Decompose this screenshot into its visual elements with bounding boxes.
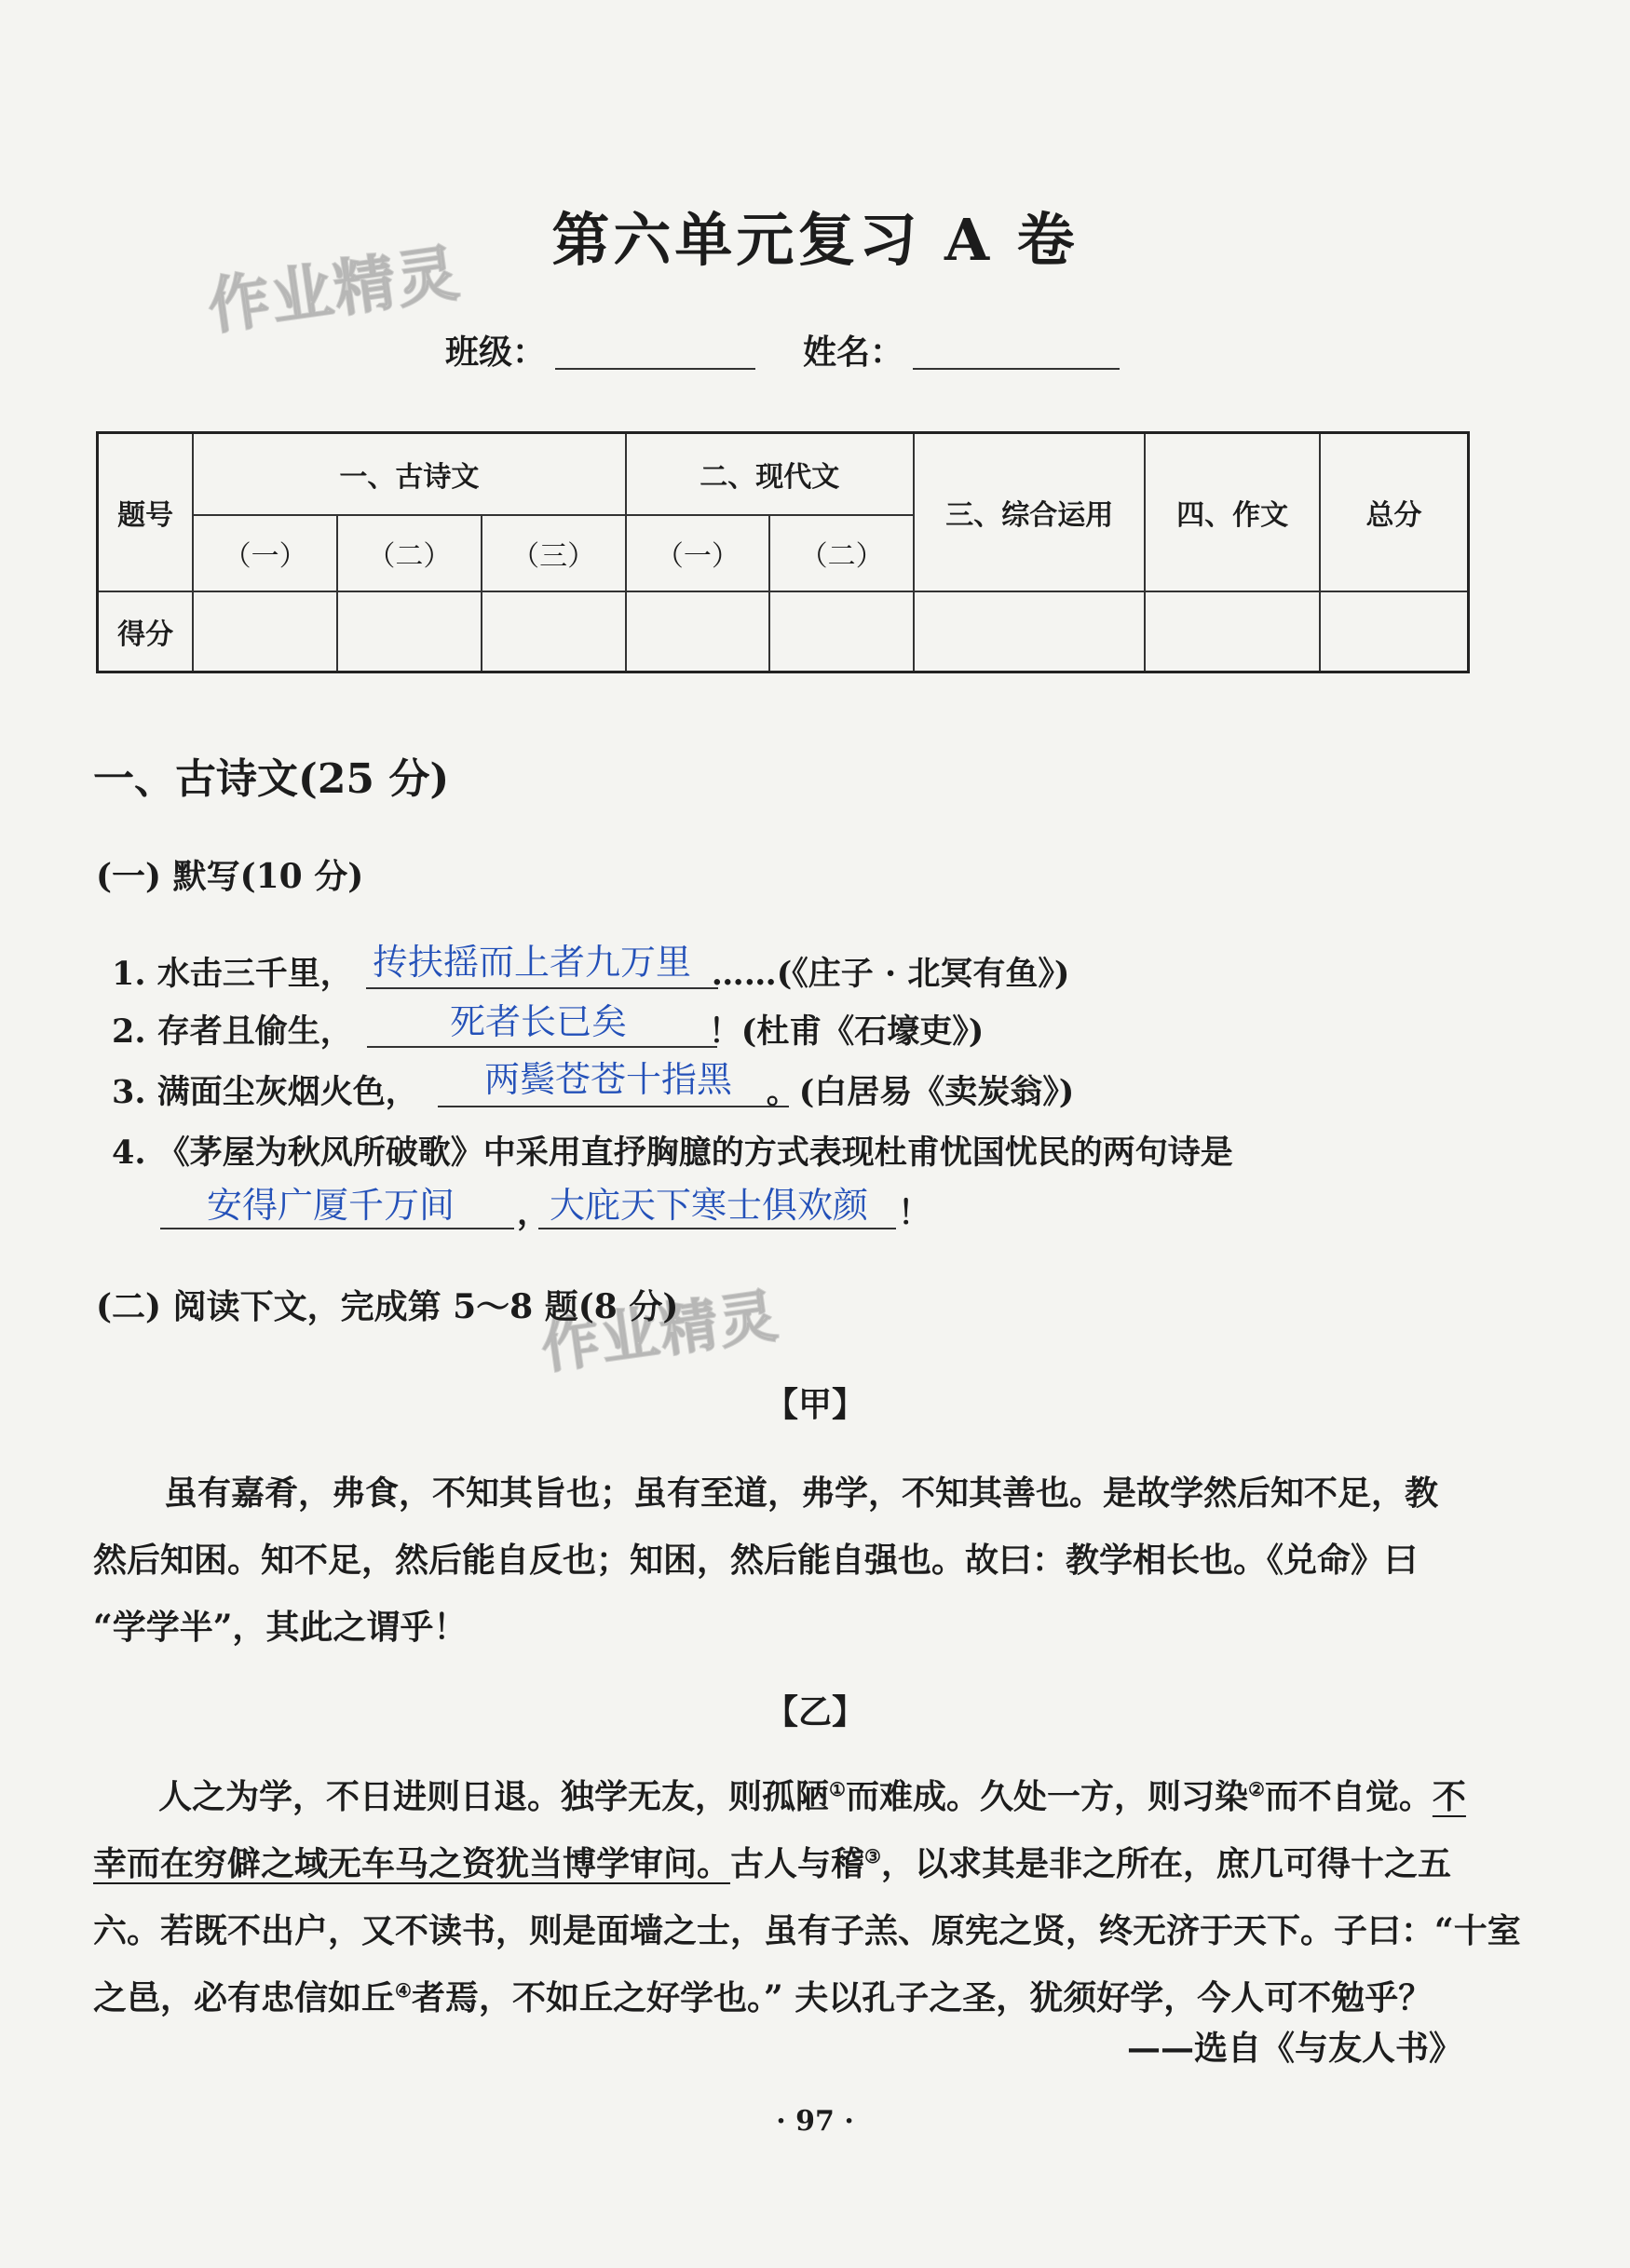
answer-blank[interactable] <box>366 987 718 989</box>
passage-label-jia: 【甲】 <box>764 1385 865 1424</box>
question-3: 3. 满面尘灰烟火色， 。(白居易《卖炭翁》) <box>112 1073 1075 1111</box>
passage-jia: 虽有嘉肴，弗食，不知其旨也；虽有至道，弗学，不知其善也。是故学然后知不足，教 然后知困。知不足，然后能自反也；知困，然后能自强也。故曰：教学相长也。《兑命》曰 “学学半”，其此之谓乎！ <box>93 1474 1439 1647</box>
score-cell[interactable] <box>769 591 914 672</box>
sub-header: （一） <box>626 515 770 591</box>
sub-header: （二） <box>337 515 482 591</box>
score-table <box>96 431 1470 673</box>
passage-label-yi: 【乙】 <box>764 1692 865 1732</box>
score-cell[interactable] <box>626 591 770 672</box>
watermark-logo: 作业精灵 <box>203 237 465 344</box>
part-title: (二) 阅读下文，完成第 5～8 题(8 分) <box>96 1287 679 1326</box>
header-total: 总分 <box>1320 433 1469 591</box>
passage-source: ——选自《与友人书》 <box>1126 2029 1462 2068</box>
question-4: 4. 《茅屋为秋风所破歌》中采用直抒胸臆的方式表现杜甫忧国忧民的两句诗是 <box>112 1134 1233 1172</box>
passage-yi: 人之为学，不日进则日退。独学无友，则孤陋①而难成。久处一方，则习染②而不自觉。不 幸而在穷僻之域无车马之资犹当博学审问。古人与稽③，以求其是非之所在，庶几可得十之五 六。若既不出户，又不读书，则是面墙之士，虽有子羔、原宪之贤，终无济于天下。子曰：“十室 之邑，必有忠信如丘④者焉，不如丘之好学也。” 夫以孔子之圣，犹须好学，今人可不勉乎？ <box>93 1777 1521 2017</box>
answer-blank[interactable] <box>160 1228 514 1229</box>
exclamation: ！ <box>898 1194 931 1232</box>
name-label: 姓名： <box>803 333 904 372</box>
sub-header: （一） <box>193 515 337 591</box>
answer-blank[interactable] <box>438 1106 789 1107</box>
sub-header: （二） <box>769 515 914 591</box>
score-cell[interactable] <box>914 591 1145 672</box>
score-cell[interactable] <box>337 591 482 672</box>
handwritten-answer: 抟扶摇而上者九万里 <box>373 942 692 983</box>
row-header-question-no: 题号 <box>98 433 194 591</box>
answer-blank[interactable] <box>367 1046 717 1048</box>
name-blank[interactable] <box>913 368 1120 370</box>
class-blank[interactable] <box>555 368 755 370</box>
sub-header: （三） <box>482 515 626 591</box>
header-ancient-poetry: 一、古诗文 <box>193 433 625 515</box>
section-title: 一、古诗文(25 分) <box>93 755 450 803</box>
page-number: · 97 · <box>776 2105 854 2138</box>
question-1: 1. 水击三千里， ……(《庄子 · 北冥有鱼》) <box>112 955 1070 993</box>
class-label: 班级： <box>445 333 547 372</box>
row-header-score: 得分 <box>98 591 194 672</box>
header-modern-text: 二、现代文 <box>626 433 915 515</box>
header-comprehensive: 三、综合运用 <box>914 433 1145 591</box>
part-title: (一) 默写(10 分) <box>96 857 364 896</box>
question-2: 2. 存者且偷生， ！(杜甫《石壕吏》) <box>112 1012 985 1051</box>
score-cell[interactable] <box>1145 591 1320 672</box>
answer-blank[interactable] <box>538 1228 896 1229</box>
score-cell[interactable] <box>482 591 626 672</box>
page-title: 第六单元复习 A 卷 <box>551 206 1079 274</box>
score-cell[interactable] <box>193 591 337 672</box>
handwritten-answer: 两鬓苍苍十指黑 <box>484 1059 733 1100</box>
watermark-logo: 作业精灵 <box>537 1281 783 1382</box>
handwritten-answer: 死者长已矣 <box>450 1001 628 1042</box>
score-cell[interactable] <box>1320 591 1469 672</box>
comma-separator: ， <box>517 1194 550 1232</box>
header-composition: 四、作文 <box>1145 433 1320 591</box>
handwritten-answer: 安得广厦千万间 <box>207 1185 455 1226</box>
handwritten-answer: 大庇天下寒士俱欢颜 <box>550 1185 869 1226</box>
